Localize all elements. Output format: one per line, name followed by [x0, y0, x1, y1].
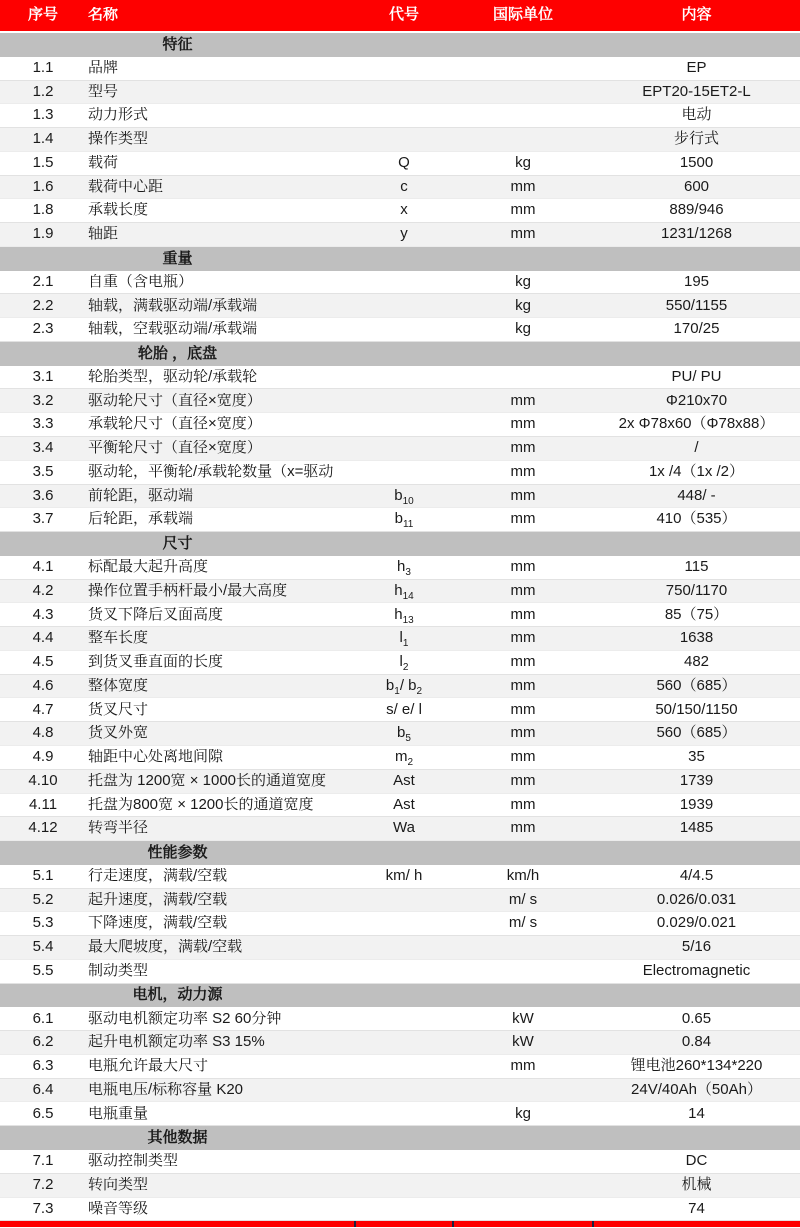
cell-name: 货叉尺寸 — [88, 701, 149, 718]
footer-bar-segment — [0, 1221, 354, 1227]
spec-row — [0, 294, 800, 318]
cell-value: 170/25 — [673, 320, 720, 338]
cell-unit: mm — [510, 676, 536, 694]
cell-value: 1x /4（1x /2） — [648, 462, 745, 480]
section-title: 轮胎 ，底盘 — [137, 344, 218, 362]
footer-bar — [0, 1221, 800, 1227]
spec-row — [0, 199, 800, 223]
cell-value: Φ210x70 — [665, 391, 728, 409]
cell-no: 2.1 — [32, 272, 54, 290]
cell-no: 5.2 — [32, 890, 54, 908]
cell-symbol: $h_3$ — [397, 557, 411, 578]
spec-row — [0, 1150, 800, 1174]
cell-no: 6.2 — [32, 1033, 54, 1051]
spec-row — [0, 603, 800, 627]
cell-no: 1.5 — [32, 153, 54, 171]
cell-value: 560（685） — [656, 676, 737, 694]
cell-name: 型号 — [88, 83, 119, 100]
cell-value: 550/1155 — [665, 296, 728, 314]
cell-no: 5.5 — [32, 961, 54, 979]
cell-value: 0.84 — [681, 1033, 712, 1051]
cell-no: 5.4 — [32, 938, 54, 956]
cell-symbol: Ast — [393, 771, 415, 789]
cell-symbol: x — [400, 201, 408, 219]
cell-no: 1.2 — [32, 82, 54, 100]
cell-no: 6.4 — [32, 1080, 54, 1098]
cell-name: 承载轮尺寸（直径×宽度） — [88, 416, 262, 433]
cell-value: 5/16 — [681, 938, 712, 956]
cell-unit: mm — [510, 439, 536, 457]
cell-name: 整车长度 — [88, 630, 149, 647]
spec-row — [0, 366, 800, 390]
cell-name: 制动类型 — [88, 962, 149, 979]
cell-unit: mm — [510, 415, 536, 433]
table-body — [0, 33, 800, 1221]
cell-symbol: $b_{11}$ — [394, 510, 414, 531]
cell-symbol: $b_{10}$ — [394, 486, 414, 507]
spec-row — [0, 152, 800, 176]
cell-no: 4.5 — [32, 653, 54, 671]
cell-symbol: y — [400, 225, 408, 243]
cell-value: Electromagnetic — [642, 961, 751, 979]
cell-value: 机械 — [681, 1175, 712, 1193]
cell-no: 3.4 — [32, 439, 54, 457]
cell-name: 最大爬坡度，满载/空载 — [88, 939, 243, 956]
spec-row — [0, 698, 800, 722]
cell-name: 轴载，满载驱动端/承载端 — [88, 297, 258, 314]
cell-name: 驱动电机额定功率 S2 60分钟 — [88, 1010, 282, 1027]
cell-value: 448/ - — [677, 486, 716, 504]
cell-name: 噪音等级 — [88, 1200, 149, 1217]
cell-unit: m/ s — [508, 890, 538, 908]
cell-value: 14 — [688, 1104, 705, 1122]
spec-row — [0, 1031, 800, 1055]
spec-row — [0, 508, 800, 532]
cell-no: 6.3 — [32, 1057, 54, 1075]
cell-value: 步行式 — [673, 130, 719, 148]
cell-value: 50/150/1150 — [655, 700, 738, 718]
cell-unit: kW — [512, 1009, 534, 1027]
cell-name: 电瓶重量 — [88, 1105, 149, 1122]
cell-no: 1.6 — [32, 177, 54, 195]
spec-row — [0, 1079, 800, 1103]
spec-row — [0, 104, 800, 128]
spec-row — [0, 176, 800, 200]
cell-unit: mm — [510, 1057, 536, 1075]
cell-value: 600 — [683, 177, 710, 195]
cell-name: 转向类型 — [88, 1176, 149, 1193]
cell-name: 承载长度 — [88, 202, 149, 219]
cell-symbol: $h_{13}$ — [394, 605, 414, 626]
spec-row — [0, 651, 800, 675]
section-header-row — [0, 247, 800, 271]
cell-symbol: c — [400, 177, 408, 195]
cell-name: 托盘为 1200宽 × 1000长的通道宽度 — [88, 772, 327, 789]
cell-unit: mm — [510, 771, 536, 789]
cell-no: 4.2 — [32, 581, 54, 599]
cell-name: 货叉外宽 — [88, 725, 149, 742]
cell-unit: mm — [510, 177, 536, 195]
cell-name: 前轮距，驱动端 — [88, 487, 194, 504]
cell-value: 0.026/0.031 — [656, 890, 737, 908]
cell-name: 起升速度，满载/空载 — [88, 891, 228, 908]
spec-row — [0, 912, 800, 936]
cell-name: 载荷中心距 — [88, 178, 164, 195]
cell-name: 轴距 — [88, 226, 119, 243]
cell-no: 4.10 — [28, 771, 58, 789]
cell-value: 电动 — [681, 106, 712, 124]
cell-no: 7.3 — [32, 1199, 54, 1217]
cell-unit: mm — [510, 700, 536, 718]
cell-value: DC — [685, 1152, 708, 1170]
cell-value: 24V/40Ah（50Ah） — [631, 1080, 762, 1098]
spec-row — [0, 627, 800, 651]
cell-no: 6.1 — [32, 1009, 54, 1027]
cell-unit: mm — [510, 581, 536, 599]
spec-row — [0, 722, 800, 746]
cell-name: 操作位置手柄杆最小/最大高度 — [88, 582, 288, 599]
cell-unit: mm — [510, 557, 536, 575]
cell-name: 品牌 — [88, 59, 119, 76]
cell-name: 转弯半径 — [88, 820, 149, 837]
cell-no: 2.2 — [32, 296, 54, 314]
cell-value: 74 — [688, 1199, 705, 1217]
spec-row — [0, 794, 800, 818]
section-title: 电机，动力源 — [132, 986, 223, 1004]
cell-name: 轴载，空载驱动端/承载端 — [88, 321, 258, 338]
cell-symbol: $b_1/$ $b_2$ — [385, 676, 423, 697]
footer-bar-segment — [594, 1221, 800, 1227]
cell-no: 1.9 — [32, 225, 54, 243]
cell-symbol: Q — [398, 153, 410, 171]
cell-unit: kW — [512, 1033, 534, 1051]
section-header-row — [0, 984, 800, 1008]
spec-row — [0, 389, 800, 413]
cell-symbol: km/ h — [385, 866, 423, 884]
spec-row — [0, 936, 800, 960]
section-header-row — [0, 1126, 800, 1150]
section-title: 性能参数 — [147, 843, 208, 861]
spec-row — [0, 318, 800, 342]
spec-row — [0, 960, 800, 984]
cell-unit: mm — [510, 795, 536, 813]
column-header-name: 名称 — [88, 7, 119, 24]
spec-row — [0, 1007, 800, 1031]
cell-name: 整体宽度 — [88, 677, 149, 694]
cell-name: 电瓶允许最大尺寸 — [88, 1058, 209, 1075]
cell-value: PU/ PU — [671, 367, 722, 385]
cell-value: 1939 — [679, 795, 714, 813]
cell-unit: mm — [510, 605, 536, 623]
cell-value: 195 — [683, 272, 710, 290]
cell-name: 驱动控制类型 — [88, 1153, 179, 1170]
cell-unit: kg — [515, 153, 531, 171]
spec-row — [0, 556, 800, 580]
cell-no: 4.3 — [32, 605, 54, 623]
cell-unit: mm — [510, 391, 536, 409]
section-header-row — [0, 841, 800, 865]
cell-no: 3.5 — [32, 462, 54, 480]
cell-value: 1485 — [679, 819, 714, 837]
spec-row — [0, 675, 800, 699]
spec-row — [0, 485, 800, 509]
section-header-row — [0, 342, 800, 366]
column-header-no: 序号 — [27, 6, 58, 24]
cell-value: 1739 — [679, 771, 714, 789]
cell-value: 750/1170 — [665, 581, 728, 599]
cell-unit: mm — [510, 748, 536, 766]
cell-no: 4.4 — [32, 629, 54, 647]
cell-no: 3.6 — [32, 486, 54, 504]
cell-unit: mm — [510, 724, 536, 742]
cell-value: / — [694, 439, 699, 457]
cell-no: 4.1 — [32, 557, 54, 575]
section-title: 尺寸 — [162, 534, 193, 552]
cell-unit: kg — [515, 1104, 531, 1122]
cell-unit: kg — [515, 272, 531, 290]
spec-row — [0, 817, 800, 841]
spec-row — [0, 1102, 800, 1126]
cell-value: 1500 — [679, 153, 714, 171]
spec-row — [0, 271, 800, 295]
cell-value: 560（685） — [656, 724, 737, 742]
cell-no: 3.3 — [32, 415, 54, 433]
cell-unit: mm — [510, 653, 536, 671]
cell-value: EPT20-15ET2-L — [642, 82, 751, 100]
cell-symbol: $l_1$ — [399, 629, 409, 650]
spec-row — [0, 1198, 800, 1222]
cell-name: 动力形式 — [88, 107, 149, 124]
cell-value: 85（75） — [664, 605, 729, 623]
cell-value: 482 — [683, 653, 710, 671]
cell-unit: mm — [510, 486, 536, 504]
footer-bar-segment — [356, 1221, 452, 1227]
section-title: 特征 — [162, 35, 193, 53]
cell-symbol: s/ e/ l — [386, 700, 422, 718]
spec-row — [0, 1055, 800, 1079]
cell-no: 4.6 — [32, 676, 54, 694]
cell-name: 载荷 — [88, 154, 119, 171]
cell-unit: mm — [510, 629, 536, 647]
cell-symbol: $m_2$ — [394, 748, 414, 769]
cell-symbol: $b_5$ — [397, 724, 411, 745]
cell-unit: mm — [510, 462, 536, 480]
section-header-row — [0, 532, 800, 556]
cell-no: 4.12 — [28, 819, 58, 837]
cell-no: 4.9 — [32, 748, 54, 766]
cell-name: 平衡轮尺寸（直径×宽度） — [88, 440, 262, 457]
cell-name: 行走速度，满载/空载 — [88, 867, 228, 884]
cell-name: 电瓶电压/标称容量 K20 — [88, 1081, 244, 1098]
cell-value: 1638 — [679, 629, 714, 647]
cell-name: 轮胎类型，驱动轮/承载轮 — [88, 368, 258, 385]
spec-row — [0, 865, 800, 889]
cell-value: 410（535） — [656, 510, 737, 528]
cell-unit: m/ s — [508, 914, 538, 932]
cell-name: 操作类型 — [88, 131, 149, 148]
cell-symbol: $l_2$ — [399, 653, 409, 674]
cell-name: 托盘为800宽 × 1200长的通道宽度 — [88, 796, 314, 813]
cell-value: 4/4.5 — [679, 866, 714, 884]
cell-unit: mm — [510, 201, 536, 219]
cell-unit: kg — [515, 320, 531, 338]
cell-no: 3.7 — [32, 510, 54, 528]
cell-value: 0.029/0.021 — [656, 914, 737, 932]
cell-unit: km/h — [506, 866, 540, 884]
cell-unit: mm — [510, 819, 536, 837]
cell-no: 4.8 — [32, 724, 54, 742]
cell-value: EP — [686, 58, 707, 76]
cell-unit: kg — [515, 296, 531, 314]
section-title: 其他数据 — [147, 1128, 208, 1146]
cell-value: 1231/1268 — [661, 225, 732, 243]
cell-value: 锂电池260*134*220 — [630, 1057, 763, 1075]
cell-no: 1.8 — [32, 201, 54, 219]
spec-row — [0, 223, 800, 247]
cell-name: 驱动轮尺寸（直径×宽度） — [88, 392, 262, 409]
cell-no: 1.4 — [32, 130, 54, 148]
cell-no: 1.1 — [32, 58, 54, 76]
cell-no: 1.3 — [32, 106, 54, 124]
column-header-value: 内容 — [681, 6, 712, 24]
cell-symbol: $h_{14}$ — [394, 581, 414, 602]
cell-no: 6.5 — [32, 1104, 54, 1122]
spec-row — [0, 57, 800, 81]
cell-name: 轴距中心处离地间隙 — [88, 749, 224, 766]
cell-value: 889/946 — [669, 201, 724, 219]
spec-row — [0, 461, 800, 485]
cell-symbol: Wa — [393, 819, 415, 837]
cell-no: 3.2 — [32, 391, 54, 409]
cell-name: 后轮距，承载端 — [88, 511, 194, 528]
cell-no: 7.1 — [32, 1152, 54, 1170]
cell-value: 35 — [688, 748, 705, 766]
cell-unit: mm — [510, 225, 536, 243]
cell-value: 0.65 — [681, 1009, 712, 1027]
column-header-symbol: 代号 — [388, 6, 419, 24]
section-header-row — [0, 33, 800, 57]
cell-no: 7.2 — [32, 1175, 54, 1193]
cell-no: 4.11 — [28, 795, 58, 813]
spec-row — [0, 413, 800, 437]
cell-unit: mm — [510, 510, 536, 528]
column-header-unit: 国际单位 — [492, 6, 553, 24]
cell-value: 2x Φ78x60（Φ78x88） — [618, 415, 775, 433]
cell-name: 下降速度，满载/空载 — [88, 915, 228, 932]
cell-no: 4.7 — [32, 700, 54, 718]
spec-row — [0, 770, 800, 794]
cell-no: 5.3 — [32, 914, 54, 932]
cell-no: 2.3 — [32, 320, 54, 338]
cell-name: 自重（含电瓶） — [88, 273, 194, 290]
footer-bar-segment — [454, 1221, 592, 1227]
cell-name: 到货叉垂直面的长度 — [88, 654, 224, 671]
spec-row — [0, 1174, 800, 1198]
table-header-row — [0, 0, 800, 31]
cell-name: 驱动轮，平衡轮/承载轮数量（x=驱动 — [88, 463, 334, 480]
spec-row — [0, 81, 800, 105]
spec-row — [0, 128, 800, 152]
cell-no: 3.1 — [32, 367, 54, 385]
spec-row — [0, 580, 800, 604]
cell-value: 115 — [684, 557, 709, 575]
cell-name: 起升电机额定功率 S3 15% — [88, 1034, 265, 1051]
cell-name: 货叉下降后叉面高度 — [88, 606, 224, 623]
cell-symbol: Ast — [393, 795, 415, 813]
cell-name: 标配最大起升高度 — [88, 558, 209, 575]
spec-row — [0, 889, 800, 913]
cell-no: 5.1 — [32, 866, 54, 884]
spec-row — [0, 437, 800, 461]
section-title: 重量 — [162, 249, 193, 267]
spec-row — [0, 746, 800, 770]
